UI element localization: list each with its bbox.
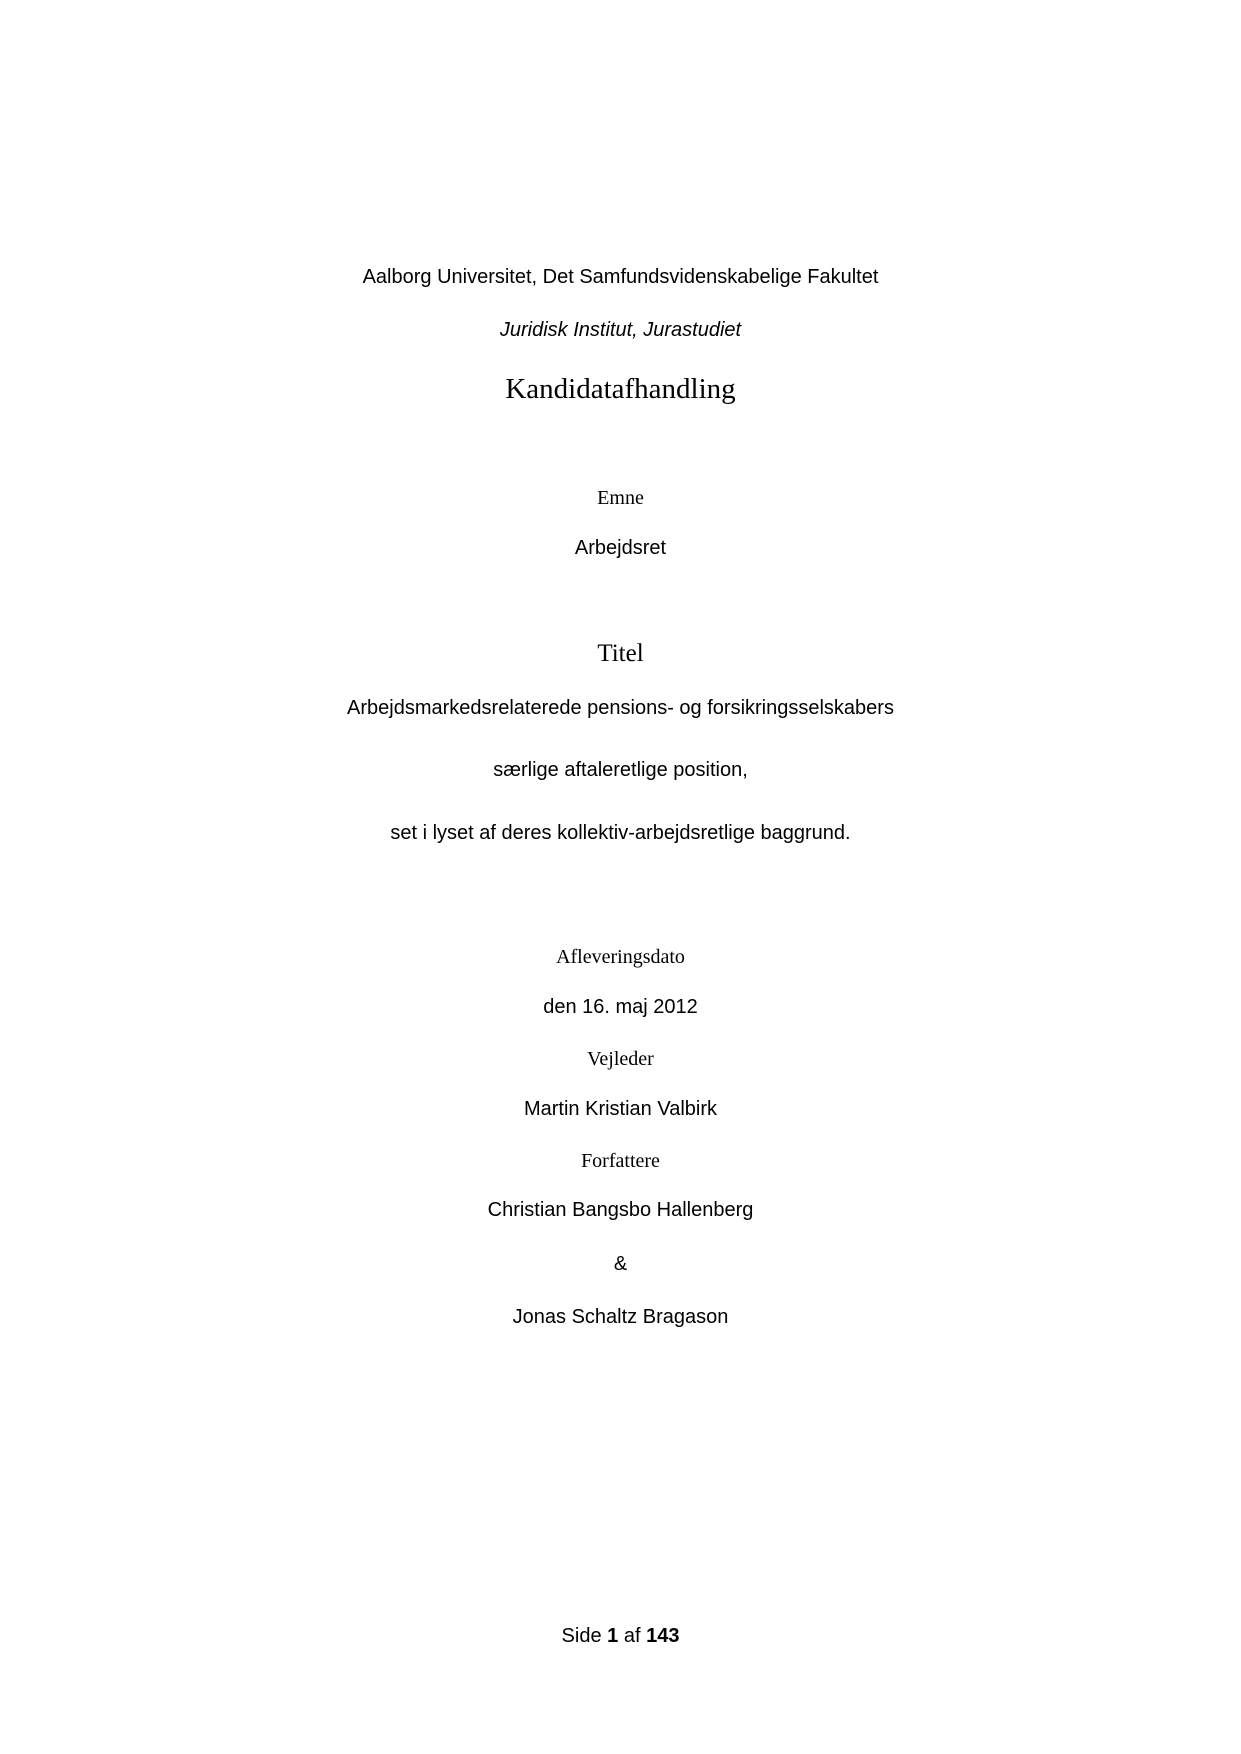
footer-current-page: 1	[607, 1625, 619, 1647]
page-footer	[0, 1625, 1241, 1648]
submission-date-value: den 16. maj 2012	[543, 996, 698, 1018]
footer-total-pages: 143	[646, 1625, 680, 1647]
author-separator: &	[613, 1253, 628, 1275]
thesis-title-line-1: Arbejdsmarkedsrelaterede pensions- og forsikringsselskabers	[347, 697, 894, 719]
department-line: Juridisk Institut, Jurastudiet	[499, 319, 742, 341]
footer-side-label: Side	[561, 1625, 602, 1647]
subject-value: Arbejdsret	[574, 537, 667, 559]
supervisor-label: Vejleder	[587, 1048, 654, 1070]
document-type-heading: Kandidatafhandling	[505, 373, 736, 405]
authors-label: Forfattere	[581, 1150, 660, 1172]
author-name-1: Christian Bangsbo Hallenberg	[487, 1199, 754, 1221]
author-name-2: Jonas Schaltz Bragason	[512, 1306, 729, 1328]
submission-date-label: Afleveringsdato	[556, 946, 685, 968]
thesis-title-line-3: set i lyset af deres kollektiv-arbejdsretlige baggrund.	[390, 822, 851, 844]
institution-line: Aalborg Universitet, Det Samfundsvidenskabelige Fakultet	[362, 266, 879, 288]
footer-of-label: af	[623, 1625, 641, 1647]
title-label: Titel	[597, 640, 644, 667]
thesis-title-line-2: særlige aftaleretlige position,	[493, 759, 748, 781]
supervisor-name: Martin Kristian Valbirk	[523, 1098, 718, 1120]
subject-label: Emne	[597, 487, 644, 509]
